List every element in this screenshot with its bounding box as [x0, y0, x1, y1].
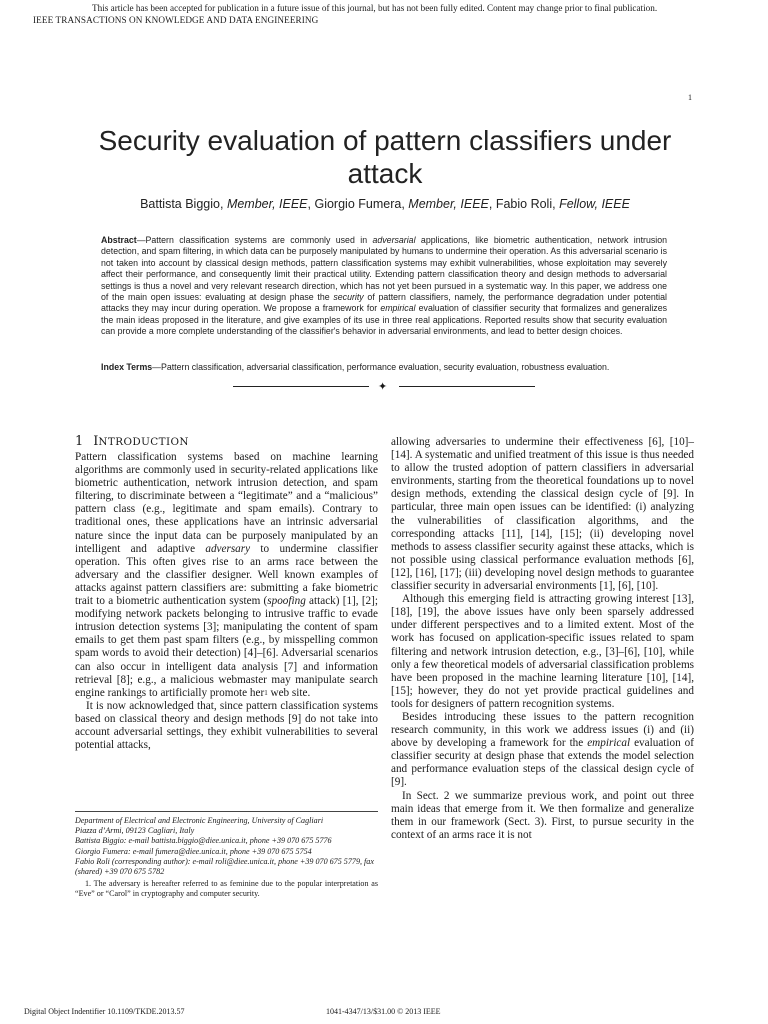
author-role: Member, IEEE	[408, 197, 489, 211]
section-heading	[75, 434, 189, 449]
author-name: Giorgio Fumera	[314, 197, 402, 211]
section-divider	[233, 381, 535, 393]
abstract-text: applications, like biometric authentication, network intrusion detection, and spam filtering, in which data can be purposely manipulated by humans to undermine their operation. As this adversarial scenario is not taken into account by classical design methods, pattern classification systems may exhibit vulnerabilities, whose exploitation may severely affect their performance, and consequently limit their practical utility. Extending pattern classification theory and design methods to adversarial settings is thus a novel and very relevant research direction, which has not yet been pursued in a systematic way. In this paper, we address one of the main open issues: evaluating at design phase the	[101, 235, 667, 303]
section-number: 1	[75, 434, 84, 449]
text-emphasis: empirical	[587, 737, 631, 750]
footnote-marker: 1	[264, 688, 268, 697]
page-number: 1	[688, 93, 692, 102]
author-role: Fellow, IEEE	[559, 197, 630, 211]
footnote-1: 1. The adversary is hereafter referred to as feminine due to the popular interpretation as “Eve” or “Carol” in cryptography and computer security.	[75, 879, 378, 899]
author-role: Member, IEEE	[226, 197, 308, 211]
author-contact: Giorgio Fumera: e-mail fumera@diee.unica.it, phone +39 070 675 5754	[75, 846, 312, 856]
text-run: Besides introducing these issues to the pattern recognition research community, in this work we address issues (i) and (ii) above by developing a framework for the	[391, 710, 694, 750]
right-column	[391, 436, 694, 842]
paragraph	[391, 711, 694, 790]
author-name: Fabio Roli	[495, 197, 553, 211]
text-run: evaluation of classifier security at design phase that extends the model selection and performance evaluation steps of the classical design cycle of [9].	[391, 737, 694, 789]
abstract-emphasis: empirical	[380, 303, 416, 314]
paragraph: allowing adversaries to undermine their effectiveness [6], [10]–[14]. A systematic and unified treatment of this issue is thus needed to allow the trusted adoption of pattern classifiers in adversarial environments, starting from the theoretical foundations up to novel design methods, extending the classical design cycle of [9]. In particular, three main open issues can be identified: (i) analyzing the vulnerabilities of classification algorithms, and the corresponding attacks [11], [14], [15]; (ii) developing novel methods to assess classifier security against these attacks, which is not possible using classical performance evaluation methods [6], [12], [16], [17]; (iii) developing novel design methods to guarantee classifier security in adversarial environments [1], [6], [10].	[391, 436, 694, 593]
author-list: Battista Biggio, Member, IEEE, Giorgio Fumera, Member, IEEE, Fabio Roli, Fellow, IEEE	[140, 197, 630, 211]
footnote-rule	[75, 811, 378, 812]
divider-diamond-icon: ✦	[378, 381, 388, 393]
affiliation-address: Piazza d’Armi, 09123 Cagliari, Italy	[75, 826, 195, 836]
footnotes	[75, 816, 378, 900]
divider-line	[233, 386, 369, 387]
paragraph	[75, 451, 378, 700]
abstract-emphasis: security	[333, 292, 364, 303]
text-emphasis: spoofing	[267, 595, 306, 608]
abstract: Abstract—Pattern classification systems are commonly used in adversarial applications, like biometric authentication, network intrusion detection, and spam filtering, in which data can be purposely manipulated by humans to undermine their operation. As this adversarial scenario is not taken into account by classical design methods, pattern classification systems may exhibit vulnerabilities, whose exploitation may severely affect their performance, and consequently limit their practical utility. Extending pattern classification theory and design methods to adversarial settings is thus a novel and very relevant research direction, which has not yet been pursued in a systematic way. In this paper, we address one of the main open issues: evaluating at design phase the security of pattern classifiers, namely, the performance degradation under potential attacks they may incur during operation. We propose a framework for empirical evaluation of classifier security that formalizes and generalizes the main ideas proposed in the literature, and give examples of its use in three real applications. Reported results show that security evaluation can provide a more complete understanding of the classifier's behavior in adversarial environments, and lead to better design choices.	[101, 235, 667, 337]
abstract-emphasis: adversarial	[372, 235, 416, 245]
left-column	[75, 451, 378, 752]
abstract-text: Pattern classification systems are commonly used in	[145, 235, 373, 245]
text-run: Pattern classification systems based on machine learning algorithms are commonly used in security-related applications like biometric authentication, network intrusion detection, and spam filtering, to discriminate between a “legitimate” and a “malicious” pattern class (e.g., legitimate and spam emails). Contrary to traditional ones, these applications have an intrinsic adversarial nature since the input data can be purposely manipulated by an intelligent and adaptive	[75, 451, 378, 555]
paper-title: Security evaluation of pattern classifiers under attack	[98, 125, 672, 189]
author-contact: Fabio Roli (corresponding author): e-mail roli@diee.unica.it, phone +39 070 675 5779, fax (shared) +39 070 675 5782	[75, 856, 374, 877]
divider-line	[399, 386, 535, 387]
index-terms: Index Terms—Pattern classification, adversarial classification, performance evaluation, security evaluation, robustness evaluation.	[101, 362, 610, 372]
doi-footer: Digital Object Indentifier 10.1109/TKDE.2013.57	[24, 1007, 185, 1016]
section-title-initial: I	[93, 434, 99, 449]
author-name: Battista Biggio	[140, 197, 220, 211]
text-run: attack) [1], [2]; modifying network packets belonging to intrusive traffic to evade intrusion detection systems [3]; manipulating the content of spam emails to get them past spam filters (e.g., by misspelling common spam words to avoid their detection) [4]–[6]. Adversarial scenarios can also occur in intelligent data analysis [7] and information retrieval [8]; e.g., a malicious webmaster may manipulate search engine rankings to artificially promote her	[75, 595, 378, 699]
index-terms-label: Index Terms	[101, 362, 153, 372]
copyright-footer: 1041-4347/13/$31.00 © 2013 IEEE	[326, 1007, 441, 1016]
paragraph: It is now acknowledged that, since pattern classification systems based on classical theory and design methods [9] do not take into account adversarial settings, they exhibit vulnerabilities to several potential attacks,	[75, 699, 378, 752]
author-contact: Battista Biggio: e-mail battista.biggio@diee.unica.it, phone +39 070 675 5776	[75, 836, 332, 846]
journal-name: IEEE TRANSACTIONS ON KNOWLEDGE AND DATA ENGINEERING	[33, 15, 319, 25]
abstract-text: evaluation of classifier security that formalizes and generalizes the main ideas proposed in the literature, and give examples of its use in three real applications. Reported results show that security evaluation can provide a more complete understanding of the classifier's behavior in adversarial environments, and lead to better design choices.	[101, 303, 667, 337]
text-emphasis: adversary	[205, 542, 251, 555]
text-run: to undermine classifier operation. This often gives rise to an arms race between the adversary and the classifier designer. Well known examples of attacks against pattern classifiers are: submitting a fake biometric trait to a biometric authentication system (	[75, 542, 378, 608]
index-terms-text: Pattern classification, adversarial classification, performance evaluation, security evaluation, robustness evaluation.	[160, 362, 610, 372]
abstract-label: Abstract	[101, 235, 137, 245]
affiliation: Department of Electrical and Electronic Engineering, University of Cagliari	[75, 816, 324, 825]
abstract-text: of pattern classifiers, namely, the performance degradation under potential attacks they may incur during operation. We propose a framework for	[101, 292, 667, 314]
section-title-rest: NTRODUCTION	[98, 436, 189, 448]
publication-notice: This article has been accepted for publication in a future issue of this journal, but has not been fully edited. Content may change prior to final publication.	[92, 3, 658, 13]
paragraph: Although this emerging field is attracting growing interest [13], [18], [19], the above issues have only been sparsely addressed under different perspectives and to a limited extent. Most of the work has focused on application-specific issues related to spam filtering and network intrusion detection, e.g., [3]–[6], [10], while only a few theoretical models of adversarial classification problems have been proposed in the machine learning literature [10], [14], [15]; however, they do not yet provide practical guidelines and tools for designers of pattern recognition systems.	[391, 593, 694, 710]
text-run: web site.	[267, 686, 311, 699]
paragraph: In Sect. 2 we summarize previous work, and point out three main ideas that emerge from it. We then formalize and generalize them in our framework (Sect. 3). First, to pursue security in the context of an arms race it is not	[391, 789, 694, 841]
